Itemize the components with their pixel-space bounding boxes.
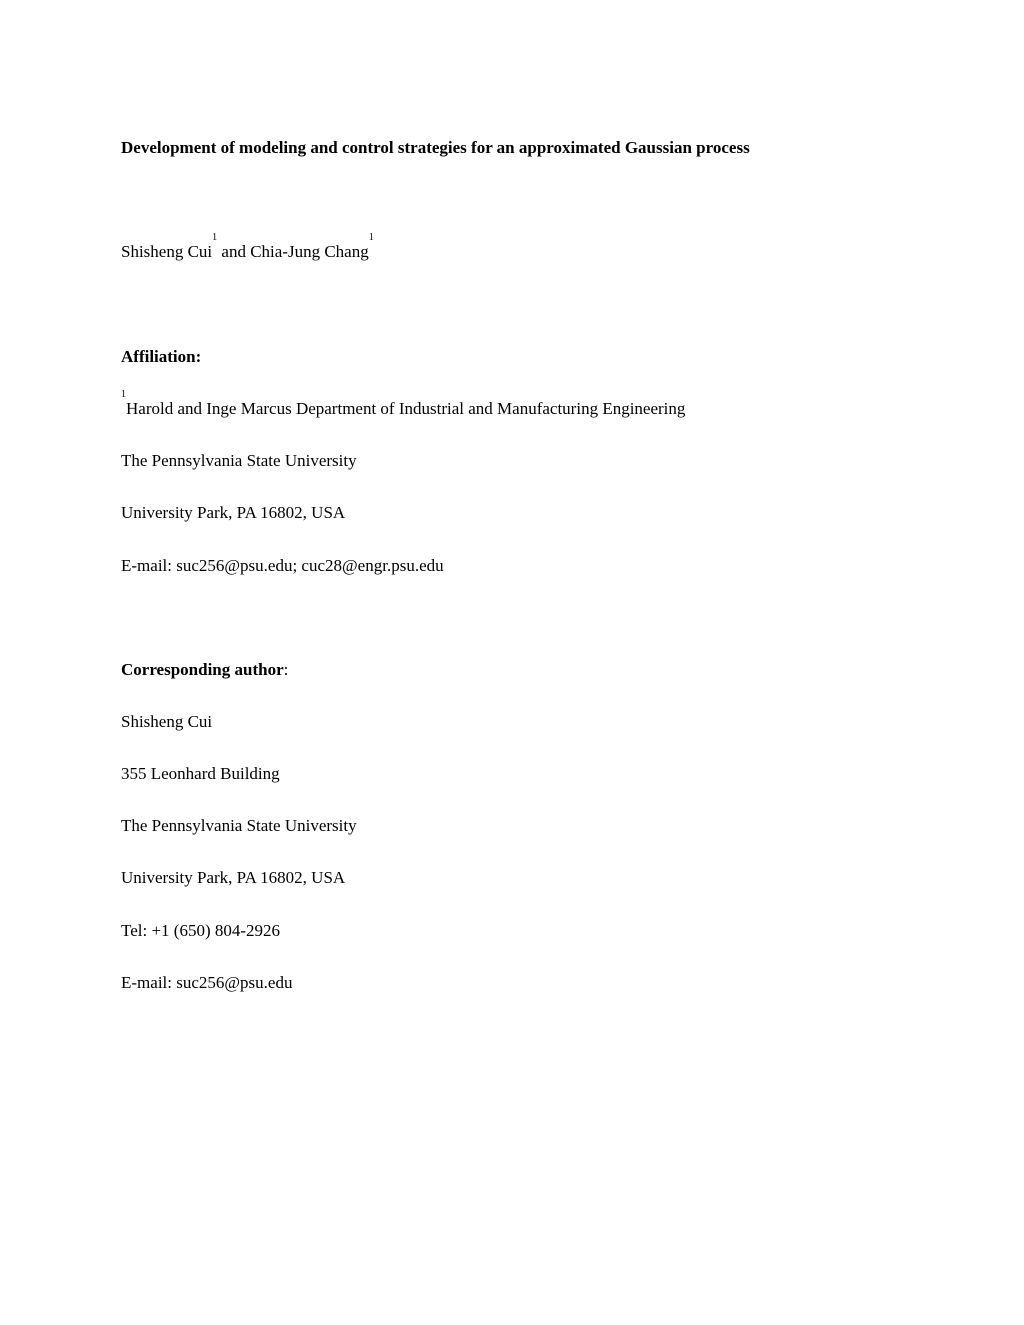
corresponding-tel: Tel: +1 (650) 804-2926 bbox=[121, 921, 281, 940]
paper-title: Development of modeling and control strategies for an approximated Gaussian process bbox=[121, 138, 750, 157]
corresponding-building: 355 Leonhard Building bbox=[121, 764, 280, 783]
department-name: Harold and Inge Marcus Department of Industrial and Manufacturing Engineering bbox=[126, 399, 686, 418]
affiliation-location: University Park, PA 16802, USA bbox=[121, 503, 346, 522]
corresponding-location: University Park, PA 16802, USA bbox=[121, 868, 346, 887]
corresponding-heading-colon: : bbox=[283, 660, 289, 679]
corresponding-email: E-mail: suc256@psu.edu bbox=[121, 973, 293, 992]
author-affiliation-marker: 1 bbox=[212, 232, 218, 243]
corresponding-heading: Corresponding author bbox=[121, 660, 284, 679]
author-connector: and bbox=[217, 242, 251, 261]
author-name: Chia-Jung Chang bbox=[250, 242, 369, 261]
affiliation-department bbox=[121, 389, 686, 419]
author-line bbox=[121, 232, 374, 262]
corresponding-heading-line bbox=[121, 660, 288, 680]
author-affiliation-marker: 1 bbox=[368, 232, 374, 243]
affiliation-university: The Pennsylvania State University bbox=[121, 451, 357, 470]
author-name: Shisheng Cui bbox=[121, 242, 213, 261]
affiliation-heading: Affiliation: bbox=[121, 347, 202, 366]
affiliation-email: E-mail: suc256@psu.edu; cuc28@engr.psu.edu bbox=[121, 556, 444, 575]
affiliation-marker: 1 bbox=[121, 389, 126, 400]
corresponding-university: The Pennsylvania State University bbox=[121, 816, 357, 835]
corresponding-name: Shisheng Cui bbox=[121, 712, 213, 731]
